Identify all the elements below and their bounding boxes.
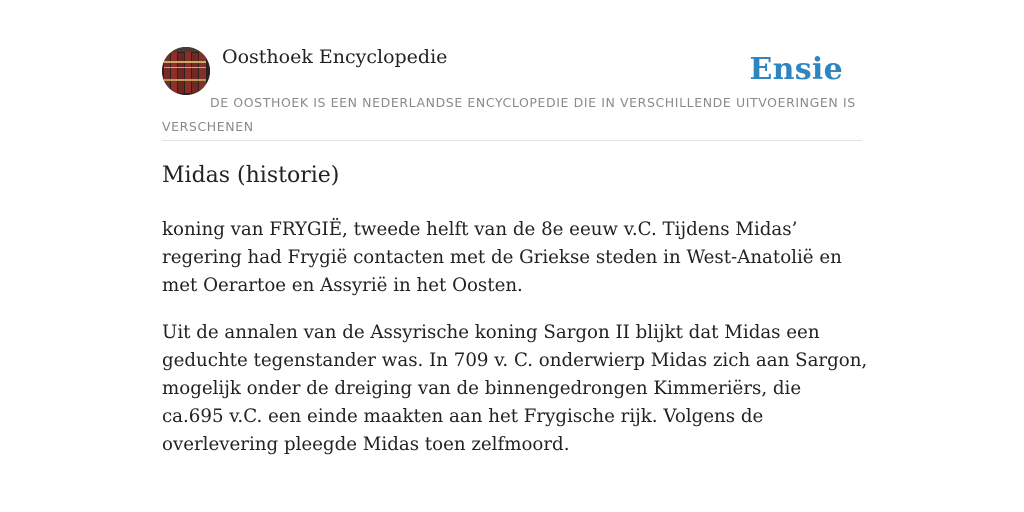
article-paragraph: Uit de annalen van de Assyrische koning Sargon II blijkt dat Midas een geduchte tegenstander was. In 709 v. C. onderwierp Midas zich aan Sargon, mogelijk onder de dreiging van de binnengedrongen Kimmeriërs, die ca.695 v.C. een einde maakten aan het Frygische rijk. Volgens de overlevering pleegde Midas toen zelfmoord. [162, 322, 868, 455]
article-title: Midas (historie) [162, 163, 340, 188]
site-tagline: DE OOSTHOEK IS EEN NEDERLANDSE ENCYCLOPEDIE DIE IN VERSCHILLENDE UITVOERINGEN IS VERSCHENEN [162, 95, 856, 134]
ensie-logo-link[interactable]: Ensie [749, 52, 843, 87]
site-header [162, 0, 862, 141]
article-body [162, 216, 868, 478]
site-avatar-encyclopedia-books-icon[interactable] [162, 47, 210, 95]
page-container [162, 0, 868, 455]
article-paragraph: koning van FRYGIË, tweede helft van de 8e eeuw v.C. Tijdens Midas’ regering had Frygië contacten met de Griekse steden in West-Anatolië en met Oerartoe en Assyrië in het Oosten. [162, 219, 842, 296]
site-name[interactable]: Oosthoek Encyclopedie [222, 46, 448, 68]
